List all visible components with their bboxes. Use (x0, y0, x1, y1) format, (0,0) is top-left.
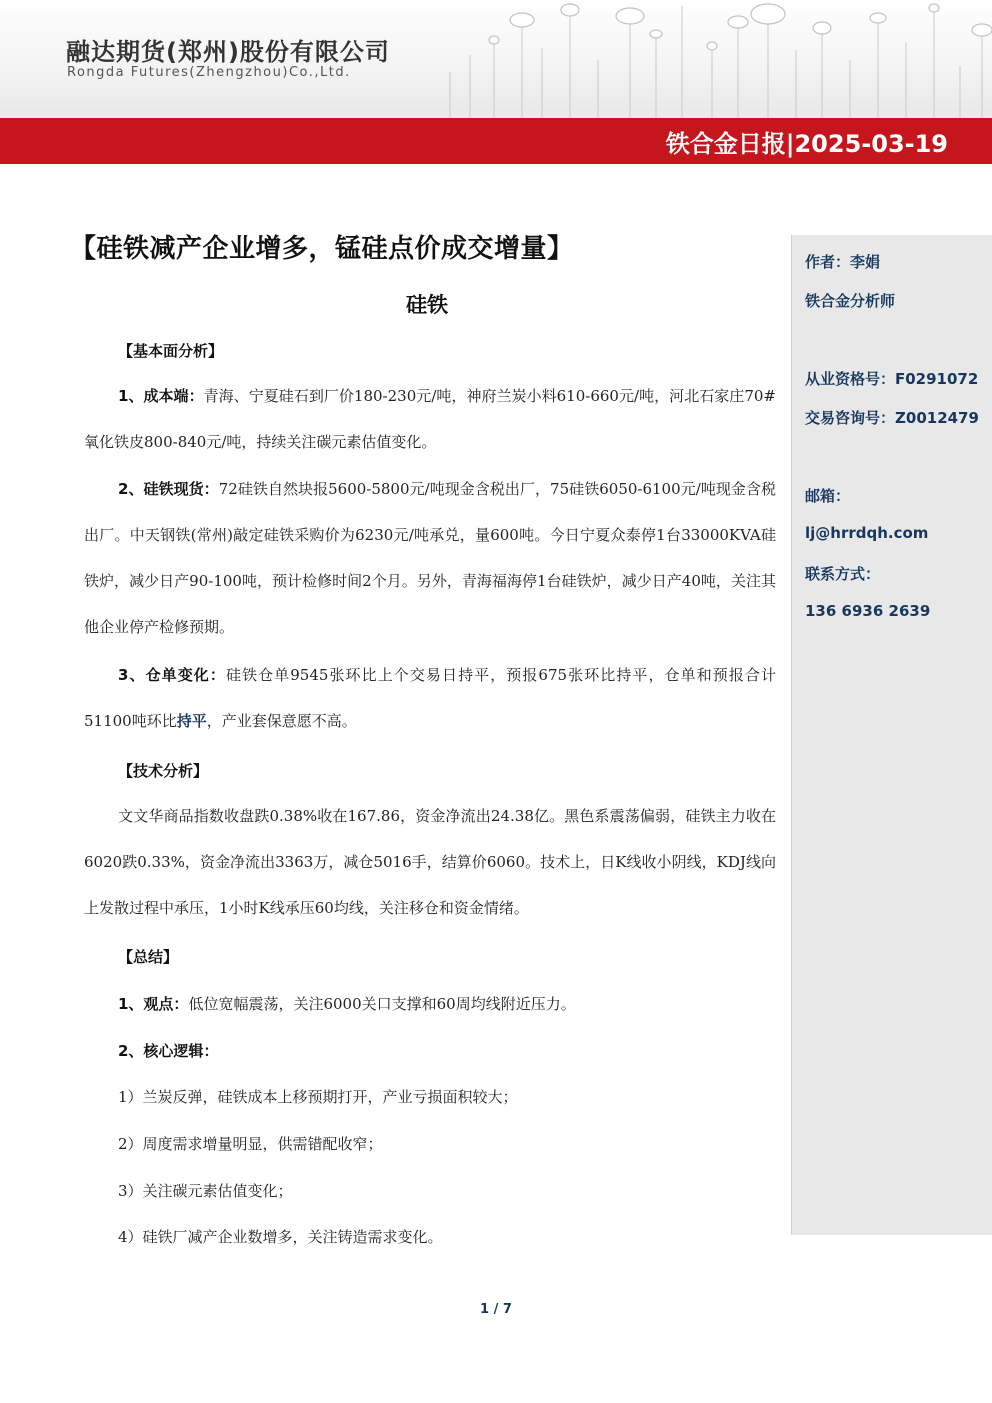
spot-paragraph (84, 466, 776, 650)
company-name-en: Rongda Futures(Zhengzhou)Co.,Ltd. (67, 65, 351, 80)
warrant-text-a: 硅铁仓单9545张环比上个交易日持平，预报675张环比持平，仓单和预报合计51100吨环比 (84, 666, 776, 730)
warrant-label: 3、仓单变化： (118, 666, 226, 684)
cost-label: 1、成本端： (118, 387, 204, 405)
logic-item: 2）周度需求增量明显，供需错配收窄； (118, 1135, 383, 1153)
cost-paragraph (84, 373, 776, 465)
contact-label: 联系方式： (805, 565, 881, 583)
consult-number: 交易咨询号：Z0012479 (805, 409, 979, 427)
author-role: 铁合金分析师 (805, 292, 896, 310)
technical-text: 文文华商品指数收盘跌0.38%收在167.86，资金净流出24.38亿。黑色系震荡偏弱，硅铁主力收在6020跌0.33%，资金净流出3363万，减仓5016手，结算价6060。技术上，日K线收小阴线，KDJ线向上发散过程中承压，1小时K线承压60均线，关注移仓和资金情绪。 (84, 807, 776, 917)
report-title: 铁合金日报|2025-03-19 (665, 130, 948, 158)
technical-paragraph (84, 793, 776, 931)
page-header (0, 0, 992, 118)
author-name: 作者：李娟 (805, 253, 881, 271)
page-number: 1 / 7 (480, 1302, 512, 1317)
spot-text: 72硅铁自然块报5600-5800元/吨现金含税出厂，75硅铁6050-6100元/吨现金含税出厂。中天钢铁(常州)敲定硅铁采购价为6230元/吨承兑，量600吨。今日宁夏众泰停1台33000KVA硅铁炉，减少日产90-100吨，预计检修时间2个月。另外，青海福海停1台硅铁炉，减少日产40吨，关注其他企业停产检修预期。 (84, 480, 776, 636)
cost-text: 青海、宁夏硅石到厂价180-230元/吨，神府兰炭小料610-660元/吨，河北石家庄70#氧化铁皮800-840元/吨，持续关注碳元素估值变化。 (84, 387, 776, 451)
view-line (118, 993, 576, 1014)
spot-label: 2、硅铁现货： (118, 480, 219, 498)
product-title: 硅铁 (406, 293, 448, 317)
logic-item: 4）硅铁厂减产企业数增多，关注铸造需求变化。 (118, 1228, 443, 1246)
report-headline: 【硅铁减产企业增多，锰硅点价成交增量】 (70, 234, 574, 264)
warrant-paragraph (84, 652, 776, 744)
warrant-text-b: ，产业套保意愿不高。 (206, 712, 357, 730)
email-address[interactable]: lj@hrrdqh.com (805, 524, 929, 542)
author-sidebar (791, 235, 992, 1235)
phone-number: 136 6936 2639 (805, 602, 931, 620)
email-label: 邮箱： (805, 487, 851, 505)
view-label: 1、观点： (118, 995, 189, 1013)
logic-item: 3）关注碳元素估值变化； (118, 1182, 293, 1200)
summary-heading: 【总结】 (118, 948, 179, 966)
logic-label: 2、核心逻辑： (118, 1042, 219, 1060)
technical-heading: 【技术分析】 (118, 762, 209, 780)
fundamental-heading: 【基本面分析】 (118, 342, 224, 360)
title-bar (0, 118, 992, 164)
logic-line (118, 1040, 218, 1061)
company-name-cn: 融达期货(郑州)股份有限公司 (66, 38, 390, 66)
warrant-highlight: 持平 (176, 712, 207, 730)
logic-item: 1）兰炭反弹，硅铁成本上移预期打开，产业亏损面积较大； (118, 1088, 518, 1106)
view-text: 低位宽幅震荡，关注6000关口支撑和60周均线附近压力。 (188, 995, 576, 1013)
license-number: 从业资格号：F0291072 (805, 370, 979, 388)
header-decoration (430, 0, 992, 118)
